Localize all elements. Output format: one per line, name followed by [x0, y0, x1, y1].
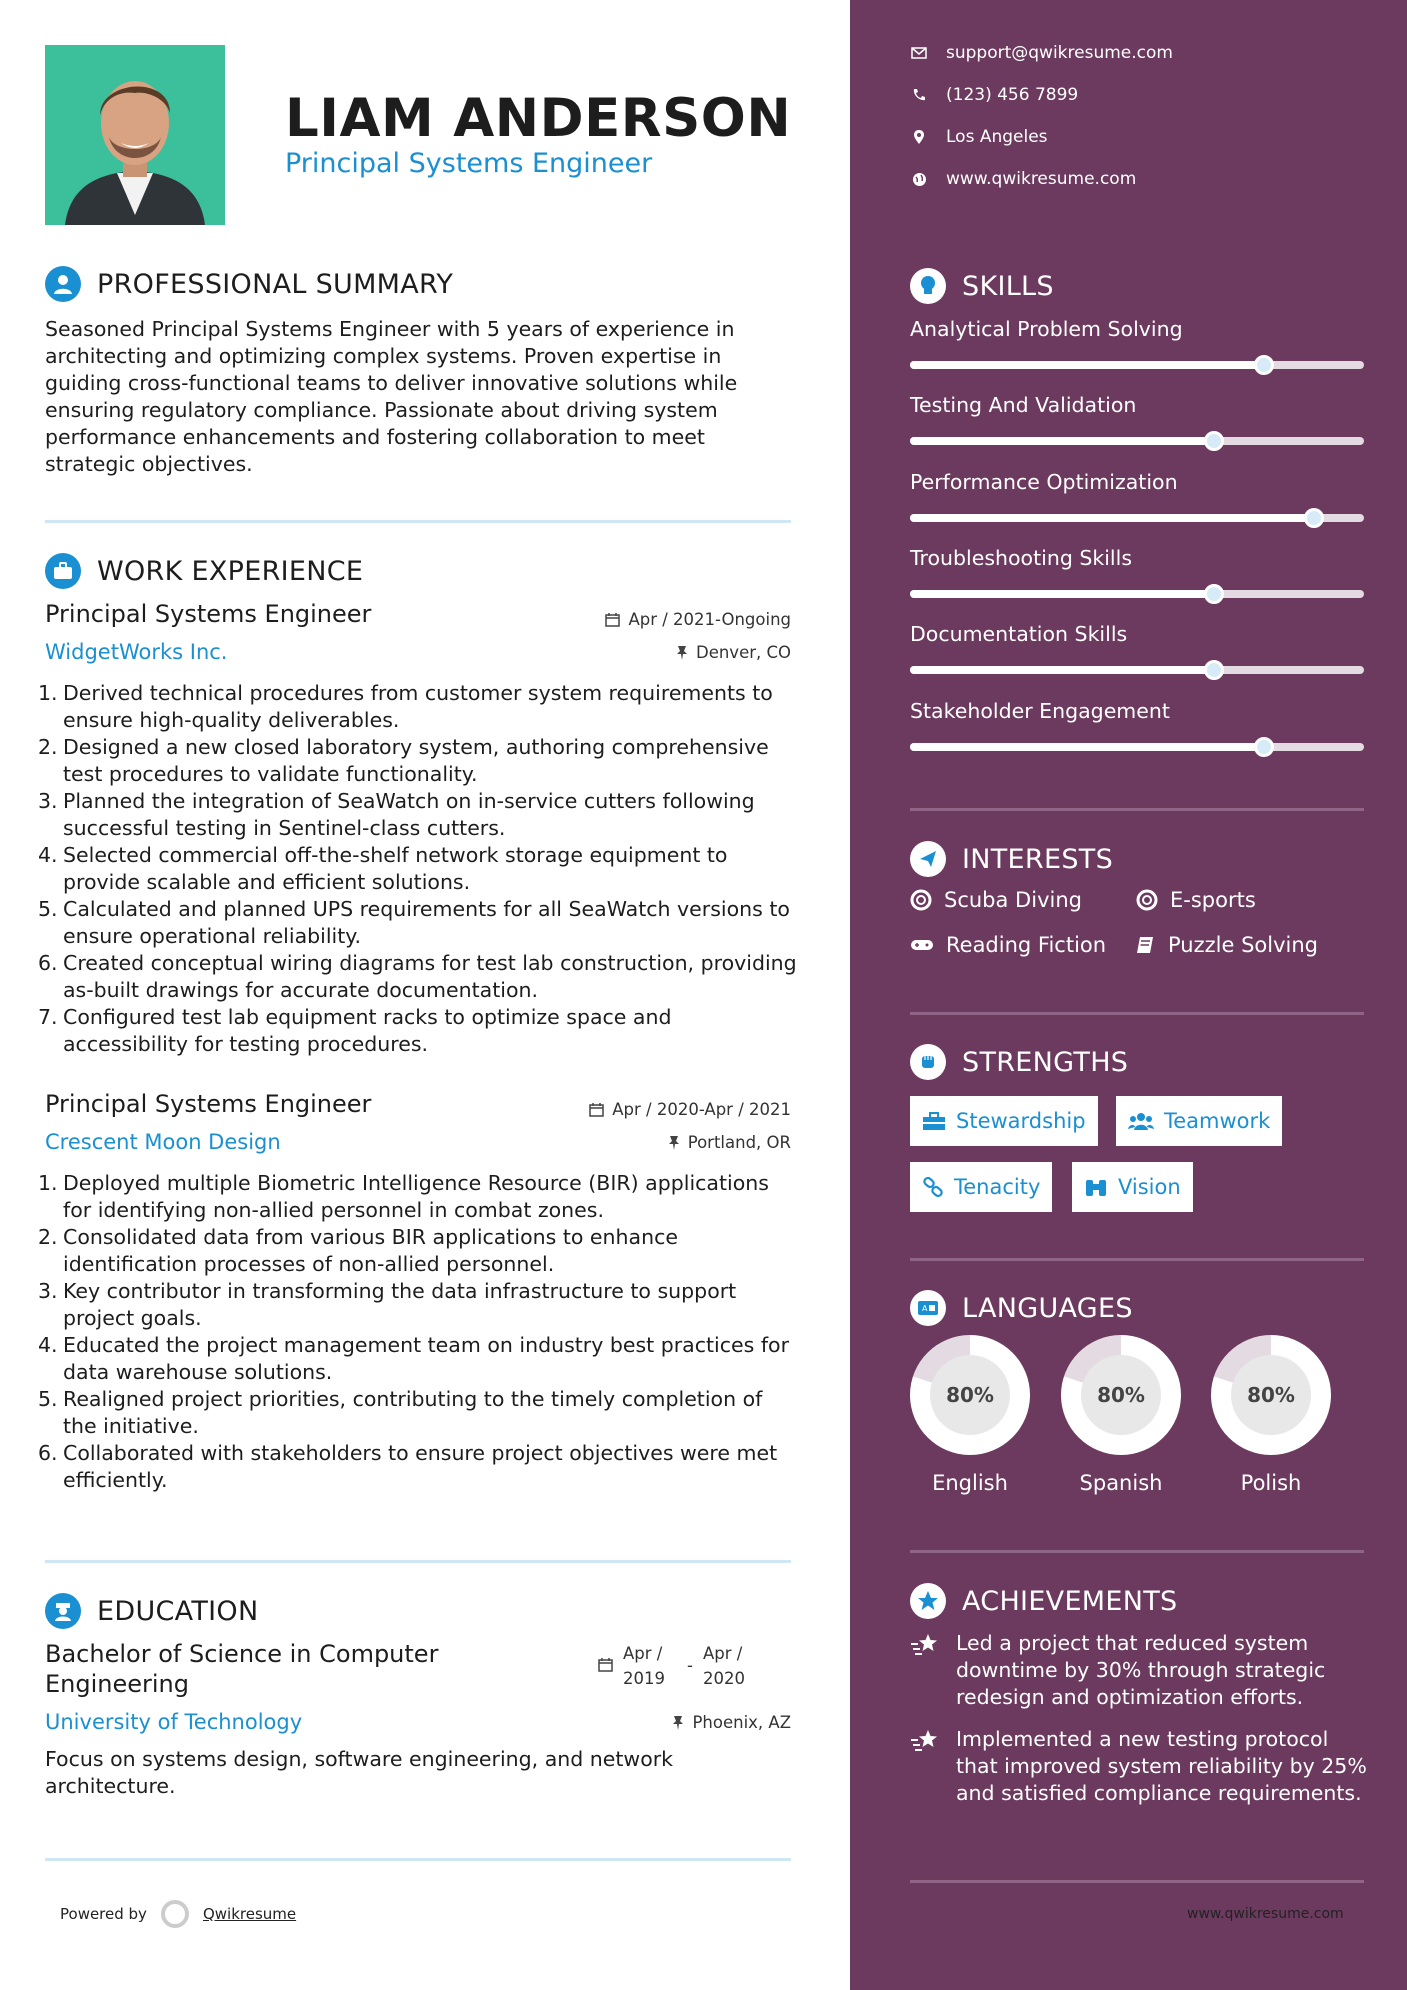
summary-text: Seasoned Principal Systems Engineer with 5 years of experience in architecting and optimizing complex systems. Proven expertise in guiding cross-functional teams to deliver innovative solutions while ensuring regulatory compliance. Passionate about driving system performance enhancements and fostering collaboration to meet strategic objectives. — [45, 317, 738, 476]
interest-item: Reading Fiction — [910, 933, 1106, 957]
job-location: Portland, OR — [668, 1133, 791, 1152]
phone-icon — [910, 88, 928, 102]
location-pin-icon — [910, 129, 928, 145]
calendar-icon — [598, 1657, 613, 1672]
lightbulb-icon — [910, 268, 946, 304]
list-item: 4. Educated the project management team on industry best practices for data warehouse solutions. — [38, 1333, 790, 1384]
lifebuoy-icon — [1136, 889, 1158, 911]
footer-site-link[interactable]: www.qwikresume.com — [1187, 1906, 1344, 1922]
degree-line-1: Bachelor of Science in Computer — [45, 1640, 439, 1668]
list-item: 2. Designed a new closed laboratory system, authoring comprehensive test procedures to validate functionality. — [38, 735, 769, 786]
languages-title: LANGUAGES — [962, 1292, 1133, 1324]
contact-location: Los Angeles — [910, 127, 1048, 147]
job-title: Principal Systems Engineer — [45, 1090, 372, 1118]
strength-chip: Vision — [1072, 1162, 1193, 1212]
contact-website[interactable]: www.qwikresume.com — [910, 169, 1136, 189]
contact-phone[interactable]: (123) 456 7899 — [910, 85, 1078, 105]
interest-item: E-sports — [1136, 888, 1256, 912]
book-icon — [1136, 935, 1156, 955]
divider — [45, 520, 791, 523]
strength-chip: Stewardship — [910, 1096, 1098, 1146]
shooting-star-icon — [910, 1630, 956, 1711]
divider — [910, 1012, 1364, 1015]
job-company: Crescent Moon Design — [45, 1130, 281, 1154]
svg-text:A: A — [922, 1304, 928, 1313]
strength-chip: Teamwork — [1116, 1096, 1282, 1146]
skill-bar — [910, 361, 1364, 369]
achievement-item: Implemented a new testing protocol that improved system reliability by 25% and satisfied compliance requirements. — [910, 1726, 1370, 1807]
school-location: Phoenix, AZ — [672, 1713, 791, 1732]
envelope-icon — [910, 47, 928, 59]
skill-label: Analytical Problem Solving — [910, 317, 1183, 341]
degree-line-2: Engineering — [45, 1670, 189, 1698]
education-date: Apr / 2019 - Apr / 2020 — [598, 1641, 745, 1691]
interest-item: Puzzle Solving — [1136, 933, 1318, 957]
list-item: 1. Derived technical procedures from customer system requirements to ensure high-quality deliverables. — [38, 681, 773, 732]
skill-bar — [910, 437, 1364, 445]
divider — [910, 1880, 1364, 1883]
pin-icon — [672, 1715, 684, 1730]
list-item: 3. Planned the integration of SeaWatch on in-service cutters following successful testing in Sentinel-class cutters. — [38, 789, 755, 840]
fist-icon — [910, 1044, 946, 1080]
powered-by: Powered by Qwikresume — [60, 1900, 296, 1928]
profile-photo — [45, 45, 225, 225]
achievement-item: Led a project that reduced system downtime by 30% through strategic redesign and optimization efforts. — [910, 1630, 1370, 1711]
skill-knob — [1254, 737, 1274, 757]
list-item: 6. Created conceptual wiring diagrams for test lab construction, providing as-built drawings for accurate documentation. — [38, 951, 797, 1002]
pin-icon — [676, 645, 688, 660]
language-item: 80% Spanish — [1061, 1335, 1181, 1495]
graduate-icon — [45, 1593, 81, 1629]
languages-header — [910, 1290, 1133, 1326]
strength-chip: Tenacity — [910, 1162, 1052, 1212]
globe-icon — [910, 172, 928, 187]
education-description: Focus on systems design, software engineering, and network architecture. — [45, 1747, 674, 1798]
education-header — [45, 1593, 258, 1629]
list-item: 7. Configured test lab equipment racks to optimize space and accessibility for testing procedures. — [38, 1005, 672, 1056]
interests-title: INTERESTS — [962, 843, 1114, 875]
skills-header — [910, 268, 1054, 304]
paper-plane-icon — [910, 841, 946, 877]
summary-title: PROFESSIONAL SUMMARY — [97, 268, 454, 300]
briefcase-icon — [45, 553, 81, 589]
strengths-header — [910, 1044, 1128, 1080]
list-item: 5. Realigned project priorities, contributing to the timely completion of the initiative. — [38, 1387, 763, 1438]
candidate-name: LIAM ANDERSON — [285, 88, 792, 149]
skill-bar — [910, 590, 1364, 598]
calendar-icon — [589, 1102, 604, 1117]
summary-header — [45, 266, 453, 302]
divider — [45, 1560, 791, 1563]
gamepad-icon — [910, 937, 934, 953]
achievements-header — [910, 1583, 1178, 1619]
calendar-icon — [605, 612, 620, 627]
translate-icon — [910, 1290, 946, 1326]
qwikresume-link[interactable]: Qwikresume — [202, 1905, 297, 1923]
skill-label: Performance Optimization — [910, 470, 1178, 494]
list-item: 3. Key contributor in transforming the data infrastructure to support project goals. — [38, 1279, 737, 1330]
job-title: Principal Systems Engineer — [45, 600, 372, 628]
qwikresume-logo-icon — [161, 1900, 189, 1928]
users-icon — [1128, 1111, 1154, 1131]
contact-email[interactable]: support@qwikresume.com — [910, 43, 1173, 63]
skill-knob — [1304, 508, 1324, 528]
education-title: EDUCATION — [97, 1595, 259, 1627]
divider — [910, 1258, 1364, 1261]
achievements-title: ACHIEVEMENTS — [962, 1585, 1178, 1617]
skills-title: SKILLS — [962, 270, 1054, 302]
divider — [910, 1550, 1364, 1553]
language-ring: 80% — [910, 1335, 1030, 1455]
shooting-star-icon — [910, 1726, 956, 1807]
language-ring: 80% — [1211, 1335, 1331, 1455]
experience-header — [45, 553, 363, 589]
lifebuoy-icon — [910, 889, 932, 911]
list-item: 1. Deployed multiple Biometric Intelligence Resource (BIR) applications for identifying non-allied personnel in combat zones. — [38, 1171, 769, 1222]
job-date: Apr / 2021-Ongoing — [605, 610, 791, 629]
skill-bar — [910, 514, 1364, 522]
user-icon — [45, 266, 81, 302]
skill-label: Stakeholder Engagement — [910, 699, 1170, 723]
skill-label: Troubleshooting Skills — [910, 546, 1133, 570]
divider — [910, 808, 1364, 811]
job-location: Denver, CO — [676, 643, 791, 662]
language-ring: 80% — [1061, 1335, 1181, 1455]
divider — [45, 1858, 791, 1861]
skill-label: Documentation Skills — [910, 622, 1128, 646]
list-item: 6. Collaborated with stakeholders to ensure project objectives were met efficiently. — [38, 1441, 778, 1492]
skill-knob — [1254, 355, 1274, 375]
job-duties — [38, 1170, 798, 1494]
interest-item: Scuba Diving — [910, 888, 1082, 912]
strengths-title: STRENGTHS — [962, 1046, 1129, 1078]
job-company: WidgetWorks Inc. — [45, 640, 228, 664]
skill-label: Testing And Validation — [910, 393, 1137, 417]
pin-icon — [668, 1135, 680, 1150]
interests-header — [910, 841, 1113, 877]
language-item: 80% English — [910, 1335, 1030, 1495]
school-name: University of Technology — [45, 1710, 303, 1734]
language-item: 80% Polish — [1211, 1335, 1331, 1495]
link-icon — [922, 1176, 944, 1198]
toolbox-icon — [922, 1111, 946, 1131]
list-item: 4. Selected commercial off-the-shelf network storage equipment to provide scalable and efficient solutions. — [38, 843, 728, 894]
candidate-role: Principal Systems Engineer — [285, 148, 653, 179]
list-item: 5. Calculated and planned UPS requirements for all SeaWatch versions to ensure operational reliability. — [38, 897, 790, 948]
skill-bar — [910, 666, 1364, 674]
experience-title: WORK EXPERIENCE — [97, 555, 364, 587]
star-icon — [910, 1583, 946, 1619]
job-date: Apr / 2020-Apr / 2021 — [589, 1100, 791, 1119]
list-item: 2. Consolidated data from various BIR applications to enhance identification processes of non-allied personnel. — [38, 1225, 678, 1276]
job-duties — [38, 680, 798, 1058]
binoculars-icon — [1084, 1176, 1108, 1198]
skill-bar — [910, 743, 1364, 751]
